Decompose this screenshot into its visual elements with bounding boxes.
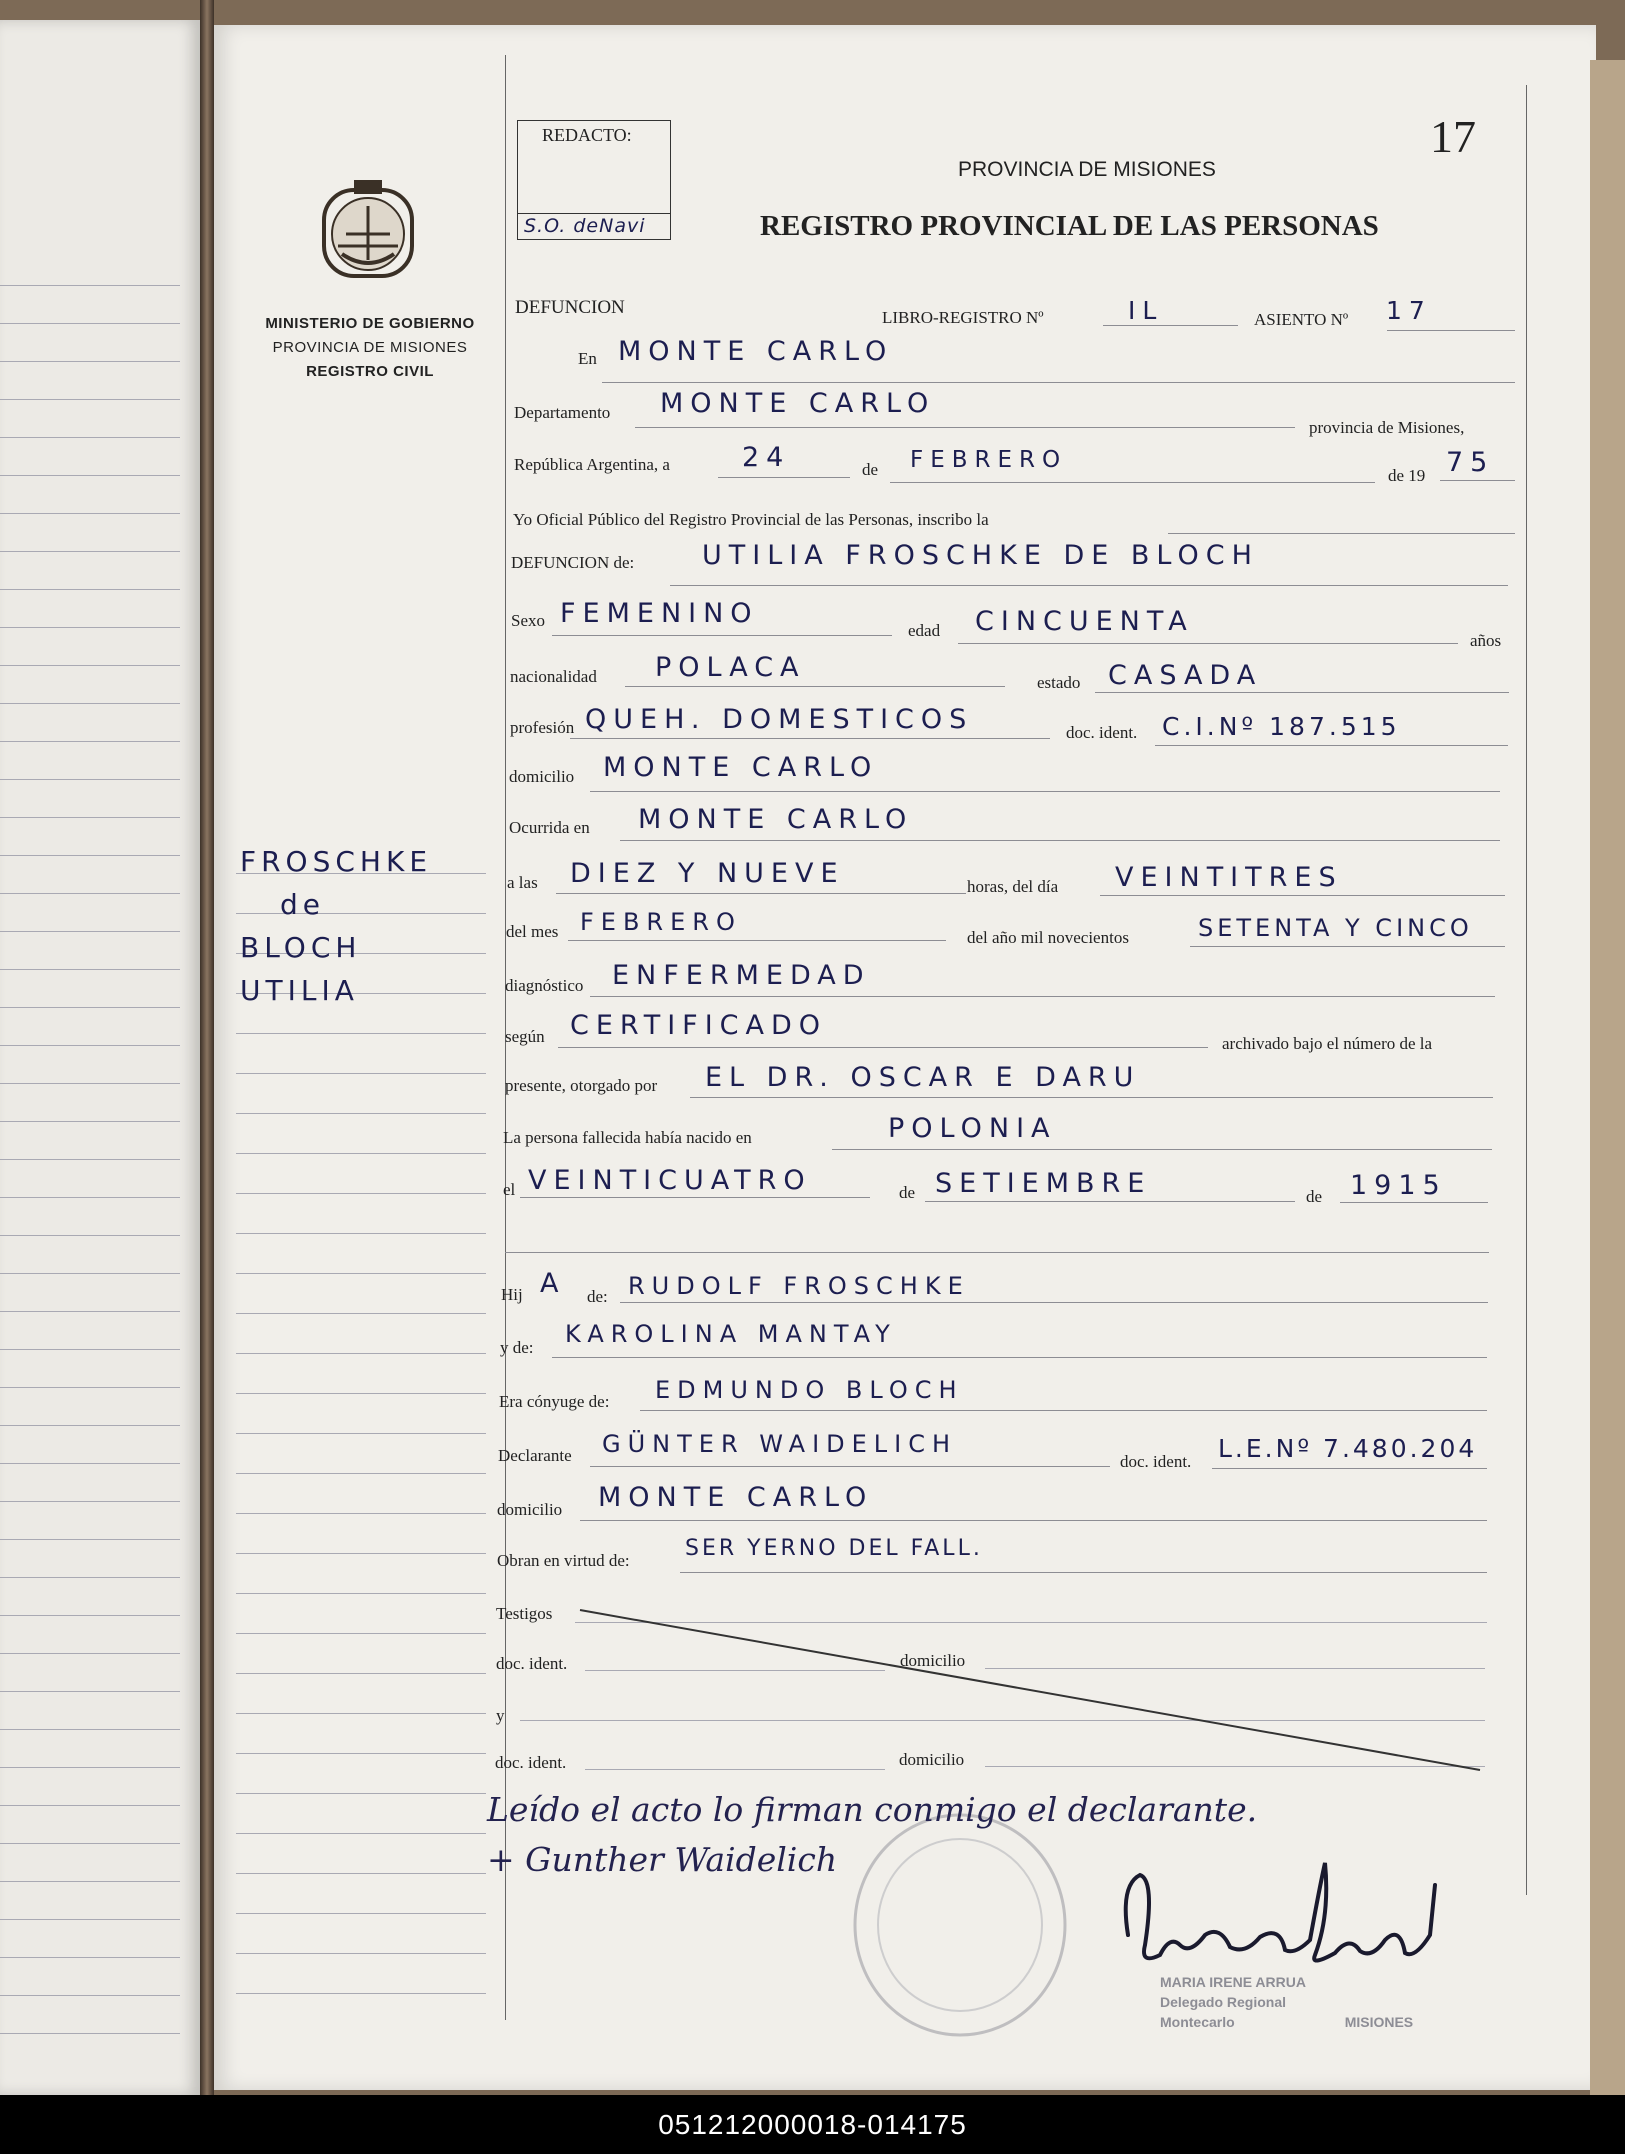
testigos-label: Testigos	[496, 1604, 553, 1623]
ruled-line	[0, 1197, 180, 1198]
de19-label: de 19	[1388, 466, 1426, 485]
nacido-line	[832, 1149, 1492, 1150]
margin-ruled-line	[236, 1233, 486, 1234]
nac-dia-line	[520, 1197, 870, 1198]
margin-ruled-line	[236, 1553, 486, 1554]
t2-dom-label: domicilio	[899, 1750, 965, 1769]
archive-reference: 051212000018-014175	[0, 2095, 1625, 2154]
stamp-city: Montecarlo	[1160, 2014, 1235, 2030]
mes-line	[890, 482, 1375, 483]
nac-mes-line	[925, 1201, 1295, 1202]
redacto-value: S.O. deNavi	[524, 215, 646, 237]
dia-texto-value: VEINTITRES	[1115, 862, 1343, 893]
domicilio-label: domicilio	[509, 767, 575, 786]
madre-line	[552, 1357, 1487, 1358]
margin-ruled-line	[236, 1313, 486, 1314]
ocurrida-line	[620, 840, 1500, 841]
profesion-value: QUEH. DOMESTICOS	[585, 704, 974, 735]
asiento-line	[1387, 330, 1515, 331]
stamp-role: Delegado Regional	[1160, 1994, 1287, 2010]
ruled-line	[0, 931, 180, 932]
book-edge	[1590, 60, 1625, 2100]
delmes-line	[568, 940, 946, 941]
official-stamp	[1160, 1972, 1413, 2032]
ruled-line	[0, 1805, 180, 1806]
yde-label: y de:	[500, 1338, 534, 1357]
ruled-line	[0, 1539, 180, 1540]
dia-line	[718, 477, 850, 478]
y-label: y	[496, 1706, 505, 1725]
ruled-line	[0, 1121, 180, 1122]
decl-doc-value: L.E.Nº 7.480.204	[1218, 1434, 1478, 1463]
blank-line	[505, 1252, 1489, 1253]
margin-ruled-line	[236, 1513, 486, 1514]
margin-ruled-line	[236, 1073, 486, 1074]
decl-doc-line	[1212, 1468, 1487, 1469]
ruled-line	[0, 1007, 180, 1008]
anio-line	[1440, 480, 1515, 481]
ruled-line	[0, 1045, 180, 1046]
ruled-line	[0, 969, 180, 970]
margin-ruled-line	[236, 1993, 486, 1994]
margin-name-line1: FROSCHKE	[240, 845, 433, 878]
edad-label: edad	[908, 621, 941, 640]
declarant-signature: + Gunther Waidelich	[487, 1840, 838, 1879]
left-page	[0, 20, 200, 2095]
ruled-line	[0, 1577, 180, 1578]
margin-ruled-line	[236, 1353, 486, 1354]
libro-value: IL	[1128, 296, 1164, 325]
ruled-line	[0, 1919, 180, 1920]
horas-label: horas, del día	[967, 877, 1059, 896]
margin-ruled-line	[236, 1153, 486, 1154]
ruled-line	[0, 1729, 180, 1730]
horas-line	[556, 893, 966, 894]
margin-ruled-line	[236, 1393, 486, 1394]
profesion-label: profesión	[510, 718, 575, 737]
oficial-text: Yo Oficial Público del Registro Provincial de las Personas, inscribo la	[513, 510, 989, 529]
diagnostico-line	[590, 996, 1495, 997]
stamp-name: MARIA IRENE ARRUA	[1160, 1974, 1306, 1990]
anio-value: 75	[1446, 447, 1495, 478]
asiento-value: 17	[1386, 296, 1432, 325]
segun-label: según	[505, 1027, 545, 1046]
diagnostico-value: ENFERMEDAD	[612, 960, 871, 991]
de-label: de	[862, 460, 879, 479]
nacionalidad-line	[625, 686, 1005, 687]
padre-line	[620, 1302, 1488, 1303]
ruled-line	[0, 1957, 180, 1958]
estado-value: CASADA	[1108, 660, 1263, 691]
margin-name-line2: de	[280, 888, 325, 921]
en-label: En	[578, 349, 597, 368]
nac-dia-value: VEINTICUATRO	[528, 1165, 812, 1196]
obran-line	[680, 1572, 1487, 1573]
hij-label: Hij	[501, 1285, 523, 1304]
libro-label: LIBRO-REGISTRO Nº	[882, 308, 1044, 327]
madre-value: KAROLINA MANTAY	[565, 1320, 897, 1348]
margin-ruled-line	[236, 1113, 486, 1114]
right-border	[1526, 85, 1527, 1895]
margin-ruled-line	[236, 1273, 486, 1274]
profesion-line	[570, 738, 1050, 739]
ruled-line	[0, 1349, 180, 1350]
sexo-label: Sexo	[511, 611, 545, 630]
nac-de-label: de	[899, 1183, 916, 1202]
oficial-line	[1168, 533, 1515, 534]
sexo-line	[552, 635, 892, 636]
nacido-label: La persona fallecida había nacido en	[503, 1128, 752, 1147]
departamento-line	[635, 427, 1295, 428]
ministry-line1: MINISTERIO DE GOBIERNO	[265, 315, 475, 332]
margin-ruled-line	[236, 1793, 486, 1794]
sexo-value: FEMENINO	[560, 598, 759, 629]
nombre-line	[670, 585, 1508, 586]
ocurrida-label: Ocurrida en	[509, 818, 590, 837]
ruled-line	[0, 513, 180, 514]
ruled-line	[0, 1653, 180, 1654]
provincia-label: provincia de Misiones,	[1309, 418, 1465, 437]
ruled-line	[0, 741, 180, 742]
official-signature	[1110, 1855, 1470, 1985]
delmes-value: FEBRERO	[580, 908, 742, 936]
margin-ruled-line	[236, 1713, 486, 1714]
nombre-value: UTILIA FROSCHKE DE BLOCH	[702, 540, 1259, 571]
doc-line	[1155, 745, 1508, 746]
libro-line	[1103, 325, 1238, 326]
declarante-value: GÜNTER WAIDELICH	[602, 1430, 958, 1458]
ruled-line	[0, 1843, 180, 1844]
ruled-line	[0, 475, 180, 476]
ruled-line	[0, 361, 180, 362]
presente-label: presente, otorgado por	[505, 1076, 658, 1095]
ruled-line	[0, 285, 180, 286]
anio-mil-label: del año mil novecientos	[967, 928, 1129, 947]
redacto-label: REDACTO:	[542, 125, 632, 145]
margin-ruled-line	[236, 1033, 486, 1034]
anos-label: años	[1470, 631, 1502, 650]
diagnostico-label: diagnóstico	[505, 976, 584, 995]
nacido-value: POLONIA	[888, 1113, 1057, 1144]
margin-name	[240, 840, 432, 1012]
ruled-line	[0, 893, 180, 894]
nacionalidad-label: nacionalidad	[510, 667, 597, 686]
margin-ruled-line	[236, 1633, 486, 1634]
official-seal-stamp-icon	[840, 1800, 1080, 2050]
mes-value: FEBRERO	[910, 447, 1068, 473]
ruled-line	[0, 855, 180, 856]
nac-anio-value: 1915	[1350, 1170, 1447, 1201]
margin-ruled-line	[236, 1953, 486, 1954]
archivado-label: archivado bajo el número de la	[1222, 1034, 1433, 1053]
redacto-divider	[518, 213, 670, 214]
header-province: PROVINCIA DE MISIONES	[958, 158, 1216, 181]
margin-ruled-line	[236, 1193, 486, 1194]
book-spine	[200, 0, 214, 2100]
ministry-block	[240, 312, 500, 384]
padre-value: RUDOLF FROSCHKE	[628, 1272, 970, 1300]
ruled-line	[0, 399, 180, 400]
margin-name-line3: BLOCH	[240, 931, 362, 964]
ruled-line	[0, 665, 180, 666]
doc-label: doc. ident.	[1066, 723, 1138, 742]
nac-mes-value: SETIEMBRE	[935, 1168, 1152, 1199]
decl-domicilio-line	[580, 1520, 1487, 1521]
domicilio-value: MONTE CARLO	[603, 752, 879, 783]
edad-value: CINCUENTA	[975, 606, 1194, 637]
decl-domicilio-label: domicilio	[497, 1500, 563, 1519]
estado-label: estado	[1037, 673, 1081, 692]
ruled-line	[0, 779, 180, 780]
ruled-line	[0, 323, 180, 324]
ruled-line	[0, 1235, 180, 1236]
ruled-line	[0, 627, 180, 628]
hij-value: A	[540, 1268, 566, 1299]
defuncion-header: DEFUNCION	[515, 297, 625, 318]
margin-ruled-line	[236, 1593, 486, 1594]
defuncion-de-label: DEFUNCION de:	[511, 553, 635, 572]
anio-mil-value: SETENTA Y CINCO	[1198, 914, 1473, 942]
conyuge-line	[640, 1410, 1487, 1411]
ruled-line	[0, 1425, 180, 1426]
margin-ruled-line	[236, 1673, 486, 1674]
anio-mil-line	[1190, 946, 1505, 947]
ocurrida-value: MONTE CARLO	[638, 804, 914, 835]
ministry-line2: PROVINCIA DE MISIONES	[272, 339, 468, 356]
ruled-line	[0, 1083, 180, 1084]
dia-value: 24	[742, 442, 791, 473]
segun-value: CERTIFICADO	[570, 1010, 828, 1041]
redacto-box	[517, 120, 671, 240]
nac-anio-line	[1340, 1202, 1488, 1203]
header-registry: REGISTRO PROVINCIAL DE LAS PERSONAS	[760, 210, 1379, 242]
en-line	[602, 382, 1515, 383]
delmes-label: del mes	[506, 922, 559, 941]
ministry-line3: REGISTRO CIVIL	[306, 363, 434, 380]
el-label: el	[503, 1180, 516, 1199]
ruled-line	[0, 1691, 180, 1692]
decl-doc-label: doc. ident.	[1120, 1452, 1192, 1471]
obran-value: SER YERNO DEL FALL.	[685, 1536, 983, 1561]
conyuge-value: EDMUNDO BLOCH	[655, 1376, 964, 1404]
closing-note: Leído el acto lo firman conmigo el declarante.	[487, 1790, 1258, 1829]
departamento-value: MONTE CARLO	[660, 388, 936, 419]
ruled-line	[0, 817, 180, 818]
ruled-line	[0, 1463, 180, 1464]
republica-label: República Argentina, a	[514, 455, 670, 474]
de-padre-label: de:	[587, 1287, 608, 1306]
horas-value: DIEZ Y NUEVE	[570, 858, 845, 889]
t-doc-label: doc. ident.	[496, 1654, 568, 1673]
ruled-line	[0, 1387, 180, 1388]
presente-line	[690, 1097, 1493, 1098]
ruled-line	[0, 589, 180, 590]
ruled-line	[0, 1501, 180, 1502]
asiento-label: ASIENTO Nº	[1254, 310, 1349, 329]
t-dom-label: domicilio	[900, 1651, 966, 1670]
presente-value: EL DR. OSCAR E DARU	[705, 1062, 1141, 1093]
doc-value: C.I.Nº 187.515	[1162, 712, 1401, 741]
margin-ruled-line	[236, 1433, 486, 1434]
edad-line	[958, 643, 1458, 644]
decl-domicilio-value: MONTE CARLO	[598, 1482, 874, 1513]
margin-ruled-line	[236, 1873, 486, 1874]
ruled-line	[0, 1615, 180, 1616]
departamento-label: Departamento	[514, 403, 611, 422]
obran-label: Obran en virtud de:	[497, 1551, 630, 1570]
declarante-line	[590, 1466, 1110, 1467]
margin-ruled-line	[236, 1833, 486, 1834]
en-value: MONTE CARLO	[618, 336, 894, 367]
margin-ruled-line	[236, 1913, 486, 1914]
segun-line	[558, 1047, 1208, 1048]
margin-name-line4: UTILIA	[240, 974, 359, 1007]
ruled-line	[0, 2033, 180, 2034]
ruled-line	[0, 1159, 180, 1160]
ruled-line	[0, 703, 180, 704]
ruled-line	[0, 1881, 180, 1882]
ruled-line	[0, 1767, 180, 1768]
t2-doc-label: doc. ident.	[495, 1753, 567, 1772]
ruled-line	[0, 1273, 180, 1274]
ruled-line	[0, 437, 180, 438]
stamp-province: MISIONES	[1344, 2014, 1414, 2030]
margin-ruled-line	[236, 1473, 486, 1474]
alas-label: a las	[507, 873, 538, 892]
estado-line	[1095, 692, 1509, 693]
domicilio-line	[590, 791, 1500, 792]
nac-de2-label: de	[1306, 1187, 1323, 1206]
dia-texto-line	[1100, 895, 1505, 896]
margin-ruled-line	[236, 1753, 486, 1754]
nacionalidad-value: POLACA	[655, 652, 806, 683]
declarante-label: Declarante	[498, 1446, 572, 1465]
ruled-line	[0, 1311, 180, 1312]
page-number: 17	[1430, 111, 1476, 162]
ruled-line	[0, 1995, 180, 1996]
cancel-diagonal	[570, 1600, 1490, 1780]
ruled-line	[0, 551, 180, 552]
conyuge-label: Era cónyuge de:	[499, 1392, 610, 1411]
ministry-seal-icon	[320, 176, 418, 288]
